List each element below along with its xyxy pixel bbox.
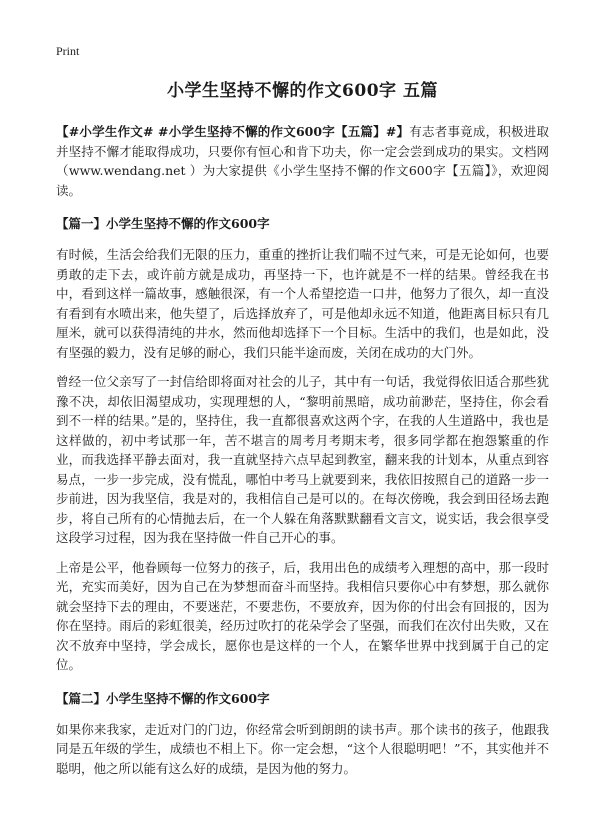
section-1-paragraph-2: 曾经一位父亲写了一封信给即将面对社会的儿子，其中有一句话，我觉得依旧适合那些犹豫不决，却依旧渴望成功，实现理想的人，“黎明前黑暗，成功前渺茫，坚持住，你会看到不一样的结果。”是的，坚持住，我一直都很喜欢这两个字，在我的人生道路中，我也是这样做的，初中考试那一年，苦不堪言的周考月考期末考，很多同学都在抱怨繁重的作业，而我选择平静去面对，我一直就坚持六点早起到教室，翻来我的计划本，从重点到容易点，一步一步完成，没有慌乱，哪怕中考马上就要到来，我依旧按照自己的道路一步一步前进，因为我坚信，我是对的，我相信自己是可以的。在每次傍晚，我会到田径场去跑步，将自己所有的心情抛去后，在一个人躲在角落默默翻看文言文，说实话，我会很享受这段学习过程，因为我在坚持做一件自己开心的事。 [56, 374, 549, 545]
section-1-paragraph-3: 上帝是公平，他眷顾每一位努力的孩子，后，我用出色的成绩考入理想的高中，那一段时光，充实而美好，因为自己在为梦想而奋斗而坚持。我相信只要你心中有梦想，那么就你就会坚持下去的理由，不要迷茫，不要悲伤，不要放弃，因为你的付出会有回报的，因为你在坚持。雨后的彩虹很美，经历过吹打的花朵学会了坚强，而我们在次付出失败，又在次不放弃中坚持，学会成长，愿你也是这样的一个人，在繁华世界中找到属于自己的定位。 [56, 559, 549, 672]
section-heading-1: 【篇一】小学生坚持不懈的作文600字 [56, 216, 270, 231]
section-heading-2: 【篇二】小学生坚持不懈的作文600字 [56, 690, 270, 706]
intro-text: 有志者事竟成，积极进取并坚持不懈才能取得成功，只要你有恒心和肯下功夫，你一定会尝到成功的果实。文档网（www.wendang.net ）为大家提供《小学生坚持不懈的作文600字【五篇】》，欢迎阅读。 [56, 124, 549, 198]
page-title: 小学生坚持不懈的作文600字 五篇 [167, 81, 438, 101]
section-1-paragraph-1: 有时候，生活会给我们无限的压力，重重的挫折让我们喘不过气来，可是无论如何，也要勇敢的走下去，或许前方就是成功，再坚持一下，也许就是不一样的结果。曾经我在书中，看到这样一篇故事，感触很深，有一个人希望挖造一口井，他努力了很久，却一直没有看到有水喷出来，他失望了，后选择放弃了，可是他却永远不知道，他距离目标只有几厘米，就可以获得清纯的井水，然而他却选择下一个目标。生活中的我们，也是如此，没有坚强的毅力，没有足够的耐心，我们只能半途而废，关闭在成功的大门外。 [56, 247, 549, 360]
section-2-paragraph-1: 如果你来我家，走近对门的门边，你经常会听到朗朗的读书声。那个读书的孩子，他跟我同是五年级的学生，成绩也不相上下。你一定会想，“这个人很聪明吧！”不，其实他并不聪明，他之所以能有这么好的成绩，是因为他的努力。 [56, 721, 549, 776]
print-label: Print [56, 44, 80, 58]
intro-lead: 【#小学生作文# #小学生坚持不懈的作文600字【五篇】#】 [56, 124, 410, 139]
document-page [56, 44, 549, 788]
intro-paragraph [56, 122, 549, 200]
